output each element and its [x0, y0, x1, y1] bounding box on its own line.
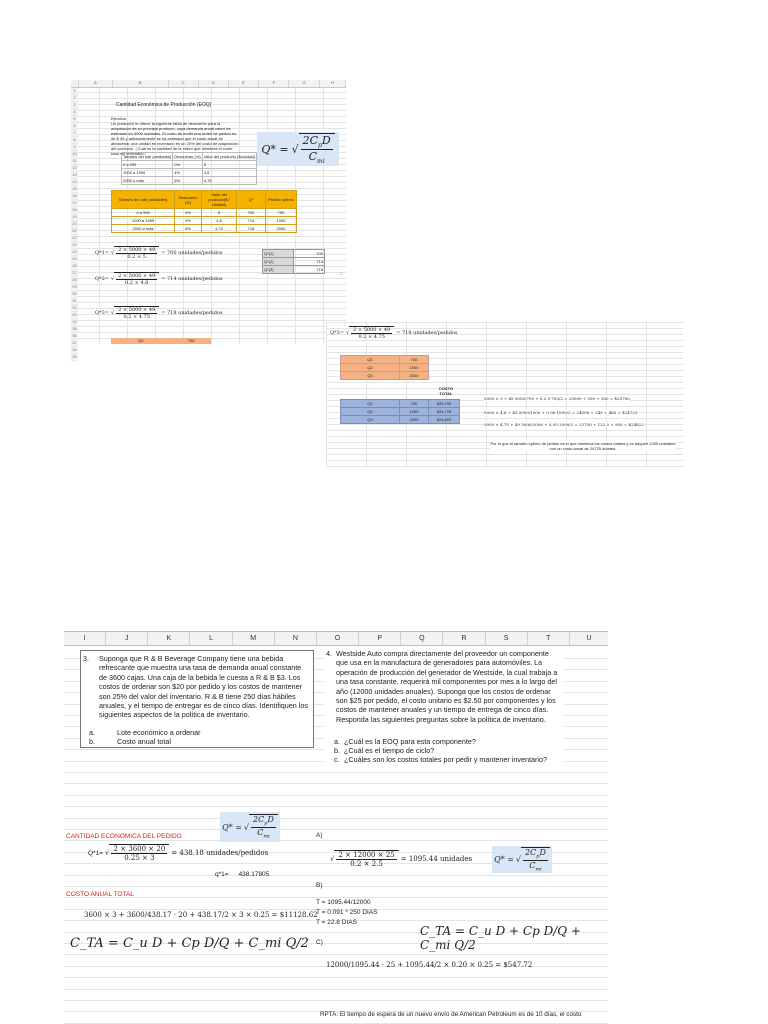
table-cell: 4% — [173, 169, 202, 177]
row-gridline — [64, 840, 608, 841]
table-cell: 2000 a más — [112, 225, 175, 233]
table-cell: 5% — [173, 177, 202, 185]
table-header: Descuento (%) — [175, 191, 202, 209]
cell-value: 438.17805 — [238, 871, 270, 878]
costo-calc: 3600 × 3 + 3600/438.17 · 20 + 438.17/2 × 3 × 0.25 = $11128.62 — [84, 911, 318, 919]
conclusion-text: Por lo que el tamaño óptimo de pedido es el que minimiza los costos totales y es adquirir 1000 unidades con un costo anual de 24725 dólares. — [490, 441, 676, 451]
table-cell: 2000 — [400, 416, 429, 424]
column-header: Q — [401, 632, 443, 645]
cost-formula-2: 5000 × 4.8 + 49 5000/1000 + 0.96·1000/2 = 24000 + 245 + 480 = $24725 — [484, 410, 638, 415]
table-cell: 5 — [202, 161, 256, 169]
column-header: G — [289, 80, 319, 87]
row-numbers — [71, 88, 78, 361]
table-cell: 2000 — [400, 372, 429, 380]
table-cell: $25,700 — [429, 400, 460, 408]
item-marker: a. — [334, 737, 340, 746]
row-number: 14 — [72, 179, 77, 184]
row-number: 6 — [71, 123, 78, 130]
cell-label: q*1= — [215, 871, 229, 878]
spreadsheet-image-2 — [326, 322, 683, 467]
cta-formula-right: C_TA = C_u D + Cp D/Q + C_mi Q/2 — [420, 924, 581, 952]
row-number: 10 — [72, 151, 77, 156]
problem-3-box — [80, 650, 314, 748]
table-cell: 1000 — [400, 364, 429, 372]
q1-cell — [215, 871, 269, 878]
column-header: C — [169, 80, 199, 87]
problem-3-text: Suponga que R & B Beverage Company tiene una bebida refrescante que muestra una tasa de demanda anual constante de 3600 cajas. Una caja de la bebida le cuesta a R & B $3. Los costos de ordenar son $20 por pedido y los costos de mantener son 25% del valor del inventario. R & B tiene 250 días hábiles anuales, y el tiempo de entregar es de cinco días. Identifiquen los siguientes aspectos de la política de inventario. — [99, 654, 308, 720]
b-line-3: T = 22.8 DIAS — [316, 919, 357, 926]
table-header: Valor del producto ($/unidad) — [203, 154, 256, 159]
table-cell: 0% — [173, 161, 202, 169]
row-number: 36 — [72, 333, 77, 338]
table-cell: 4,75 — [202, 225, 237, 233]
table-cell: 4% — [175, 217, 202, 225]
table-cell: Q3 — [341, 416, 400, 424]
cta-formula-left: C_TA = C_u D + Cp D/Q + C_mi Q/2 — [70, 936, 309, 951]
table-cell: 5% — [175, 225, 202, 233]
row-number: 21 — [72, 228, 77, 233]
table-cell: 5 — [202, 209, 237, 217]
calc-denominator: 0.25 × 3 — [124, 854, 155, 862]
calc-denominator: 0.2 × 4.75 — [123, 314, 150, 320]
table-cell: 4,8 — [202, 169, 256, 177]
column-header: P — [359, 632, 401, 645]
calc-label: Q*3= — [95, 310, 109, 316]
column-header-row — [71, 80, 346, 88]
row-number: 17 — [72, 200, 77, 205]
calc-numerator: 2 × 12000 × 25 — [338, 851, 395, 859]
table-cell: 714 — [237, 217, 266, 225]
item-text: Lote económico a ordenar — [117, 728, 201, 737]
problem-4-item-c — [334, 755, 547, 764]
table-header: Descuento (%) — [174, 154, 201, 159]
item-text: ¿Cuáles son los costos totales por pedir y mantener inventario? — [344, 755, 547, 764]
item-text: ¿Cuál es el tiempo de ciclo? — [344, 746, 435, 755]
table-cell: Q*(1) — [263, 250, 294, 258]
item-marker: a. — [89, 728, 95, 737]
table-header: Tamaño de Lote (unidades) — [112, 191, 175, 209]
column-header: K — [148, 632, 190, 645]
calc-label: Q*3= — [330, 330, 344, 336]
calc-denominator: 0.2 × 2.5 — [350, 860, 383, 868]
item-marker: b. — [334, 746, 340, 755]
problem-4-box — [324, 646, 564, 768]
calc-q3-repeat: Q*3= √ $\frac{2 \times 5000 \times 49}{0.2 \times 4.75}$ = 718 unidades/pedidos — [330, 327, 458, 340]
row-number: 38 — [72, 347, 77, 352]
column-header: O — [317, 632, 359, 645]
bottom-row-highlight — [111, 338, 211, 344]
row-number: 9 — [71, 144, 78, 151]
calc-a: √ $\frac{2 \times 12000 \times 25}{0.2 \times 2.5}$ = 1095.44 unidades — [330, 851, 473, 868]
table-cell: 0 a 999 — [112, 209, 175, 217]
calc-result: = 438.18 unidades/pedidos — [171, 849, 269, 857]
row-gridline — [64, 875, 608, 876]
calc-q1: Q*1= √ $\frac{2 \times 5000 \times 49}{0.2 \times 5}$ = 700 unidades/pedidos — [95, 247, 223, 260]
row-number: 32 — [72, 305, 77, 310]
spreadsheet-image-1 — [71, 80, 346, 359]
row-number: 34 — [72, 319, 77, 324]
row-number: 13 — [72, 172, 77, 177]
table-cell: $24,725 — [429, 408, 460, 416]
table-cell: 0% — [175, 209, 202, 217]
eoq-formula-box: Q* = √ $\frac{2C_pD}{C_{mi}}$ — [220, 812, 280, 842]
column-header: A — [79, 80, 113, 87]
row-number: 31 — [72, 298, 77, 303]
rpta-text: RPTA: El tiempo de espera de un nuevo envío de American Petroleum es de 10 días, el costo — [320, 1011, 582, 1018]
cost-formula-1: 5000 × 5 + 49 5000/700 + 0.2·5·700/2 = 25000 + 350 + 350 = $25700 — [484, 396, 630, 401]
row-number: 2 — [71, 95, 78, 102]
table-cell: 1000 — [266, 217, 297, 225]
row-number: 1 — [71, 88, 78, 95]
column-header: B — [113, 80, 169, 87]
table-cell: 1000 — [400, 408, 429, 416]
calc-numerator: 2 × 3600 × 20 — [113, 845, 166, 853]
row-number: 11 — [72, 158, 77, 163]
table-cell: Q1 — [341, 356, 400, 364]
row-number: 27 — [72, 270, 77, 275]
column-header: R — [443, 632, 485, 645]
cantidad-heading: CANTIDAD ECONOMICA DEL PEDIDO — [66, 833, 182, 840]
row-gridline — [64, 783, 608, 784]
table-cell: 718 — [237, 225, 266, 233]
calc-result: = 718 unidades/pedidos — [161, 310, 223, 316]
row-number: 19 — [72, 214, 77, 219]
answer-c-label: C) — [316, 939, 323, 946]
row-number: 18 — [72, 207, 77, 212]
row-number: 29 — [72, 284, 77, 289]
table-cell: 2000 o más — [122, 177, 173, 185]
column-header: H — [320, 80, 346, 87]
q-results-table — [262, 249, 325, 274]
column-header: N — [275, 632, 317, 645]
item-marker: c. — [334, 755, 340, 764]
row-gridline — [64, 954, 608, 955]
table-cell: Q1 — [341, 400, 400, 408]
item-text: ¿Cuál es la EOQ para esta componente? — [344, 737, 476, 746]
table-cell: 4,8 — [202, 217, 237, 225]
row-gridline — [64, 772, 608, 773]
discount-table-main — [111, 190, 297, 233]
column-header: U — [586, 635, 592, 642]
costo-total-header: COSTO TOTAL — [438, 386, 454, 396]
calc-label: Q*1= — [95, 250, 109, 256]
column-header: D — [199, 80, 229, 87]
table-header: Q* — [237, 191, 266, 209]
calc-numerator: 2 × 5000 × 49 — [118, 307, 156, 313]
column-header-row — [64, 631, 608, 646]
calc-denominator: 0.2 × 4.8 — [125, 280, 149, 286]
calc-label: Q*2= — [95, 276, 109, 282]
row-number: 26 — [72, 263, 77, 268]
row-number: 28 — [72, 277, 77, 282]
table-cell: 700 — [237, 209, 266, 217]
problem-3-number: 3. — [83, 654, 89, 663]
column-header: E — [229, 80, 259, 87]
row-gridline — [64, 977, 608, 978]
cost-formula-3: 5000 × 4.75 + 49 5000/2000 + 0.95·2000/2 = 23750 + 122.5 + 950 = $24822 — [484, 422, 644, 427]
discount-table-small — [121, 152, 257, 185]
row-number: 22 — [72, 235, 77, 240]
table-cell: 4,75 — [202, 177, 256, 185]
table-cell: 700 — [187, 338, 195, 343]
row-number: 39 — [72, 354, 77, 359]
row-number: 4 — [71, 109, 78, 116]
column-header: I — [64, 632, 106, 645]
eoq-formula-box-right: Q* = √ $\frac{2C_pD}{C_{mi}}$ — [492, 846, 552, 873]
row-number: 20 — [72, 221, 77, 226]
row-number: 7 — [71, 130, 78, 137]
table-cell: 718 — [294, 266, 325, 274]
table-cell: 0 a 999 — [122, 161, 173, 169]
table-cell: Q*(2) — [263, 258, 294, 266]
problem-4-number: 4. — [326, 649, 332, 658]
table-cell: 700 — [266, 209, 297, 217]
problem-3-item-a — [89, 728, 201, 737]
table-cell: Q1 — [138, 338, 144, 343]
b-line-1: T = 1095.44/12000 — [316, 899, 371, 906]
table-cell: 700 — [400, 400, 429, 408]
row-number: 30 — [72, 291, 77, 296]
row-number: 3 — [71, 102, 78, 109]
calc-result: = 1095.44 unidades — [400, 855, 473, 863]
answer-b-label: B) — [316, 882, 323, 889]
row-gridline — [64, 886, 608, 887]
calc-numerator: 2 × 5000 × 49 — [118, 273, 156, 279]
table-cell: Q2 — [341, 364, 400, 372]
row-gridline — [64, 795, 608, 796]
calc-result: = 714 unidades/pedidos — [161, 276, 223, 282]
row-gridline — [64, 806, 608, 807]
row-number: 24 — [72, 249, 77, 254]
spreadsheet-image-3 — [64, 631, 608, 1024]
problem-4-item-b — [334, 746, 434, 755]
problem-4-item-a — [334, 737, 476, 746]
table-cell: 700 — [294, 250, 325, 258]
table-cell: Q2 — [341, 408, 400, 416]
row-number: 5 — [71, 116, 78, 123]
calc-q2: Q*2= √ $\frac{2 \times 5000 \times 49}{0.2 \times 4.8}$ = 714 unidades/pedidos — [95, 273, 223, 286]
item-text: Costo anual total — [117, 737, 171, 746]
row-number: 15 — [72, 186, 77, 191]
row-number: 12 — [72, 165, 77, 170]
sheet-title: Cantidad Económica de Producción (EOQ) — [116, 102, 212, 108]
table-header: Pedido optimo — [266, 191, 297, 209]
column-header: J — [106, 632, 148, 645]
q-order-table — [340, 355, 429, 380]
row-gridline — [64, 1000, 608, 1001]
row-number: 25 — [72, 256, 77, 261]
table-cell: 714 — [294, 258, 325, 266]
table-cell: 1000 a 1999 — [122, 169, 173, 177]
table-header: Valor del producto($ / Unidad) — [202, 191, 237, 209]
row-number: 23 — [72, 242, 77, 247]
table-cell: $24,822 — [429, 416, 460, 424]
table-cell: 1000 a 1999 — [112, 217, 175, 225]
row-number: 37 — [72, 340, 77, 345]
b-line-2: T = 0.091 * 250 DIAS — [316, 909, 378, 916]
table-cell: 700 — [400, 356, 429, 364]
row-number: 16 — [72, 193, 77, 198]
table-cell: Q3 — [341, 372, 400, 380]
cost-table — [340, 399, 460, 424]
problem-3-item-b — [89, 737, 171, 746]
row-number: 35 — [72, 326, 77, 331]
calc-label: Q*1= — [88, 849, 103, 857]
table-header: Tamaño del lote (unidades) — [123, 154, 172, 159]
column-header: F — [259, 80, 289, 87]
calc-denominator: 0.2 × 5 — [127, 254, 146, 260]
column-header: L — [190, 632, 232, 645]
problem-text: Un productor le ofrece la siguiente tabla de descuento para la adquisición de su principal producto, cuya demanda anual usted ha estimado en 5000 unidades. El costo de emitir una orden de pedido es de $ 49 y adicionalmente se ha estimado que el costo anual de almacenar una unidad en inventario es un 20% del costo de adquisición del producto. ¿Cuál es la cantidad de la orden que minimiza el costo total del inventario? — [111, 121, 239, 156]
table-cell: Q*(3) — [263, 266, 294, 274]
column-header: S — [486, 632, 528, 645]
calc-numerator: 2 × 5000 × 49 — [118, 247, 156, 253]
row-gridline — [64, 818, 608, 819]
problem-4-text: Westside Auto compra directamente del proveedor un componente que usa en la manufactura de generadores para automóviles. La operación de producción del generador de Westside, la cual trabaja a una tasa constante, requerirá mil componentes por mes a lo largo del año (12000 unidades anuales). Suponga que los costos de ordenar son $25 por pedido, el costo unitario es $2.50 por componentes y los costos de mantener anuales y un tiempo de entrega de cinco días. Responda las siguientes preguntas sobre la política de inventario. — [336, 649, 558, 724]
calc-denominator: 0.2 × 4.75 — [358, 334, 385, 340]
costo-heading: COSTO ANUAL TOTAL — [66, 891, 134, 898]
calc-result: = 718 unidades/pedidos — [396, 330, 458, 336]
answer-a-label: A) — [316, 832, 323, 839]
row-number: 8 — [71, 137, 78, 144]
row-gridline — [64, 829, 608, 830]
table-cell: 2000 — [266, 225, 297, 233]
calc-numerator: 2 × 5000 × 49 — [353, 327, 391, 333]
calc-c: 12000/1095.44 · 25 + 1095.44/2 × 0.20 × 0.25 = $547.72 — [326, 961, 533, 969]
ejercicio-label: Ejercicio — [111, 116, 127, 121]
row-number: 33 — [72, 312, 77, 317]
stray-column-letter: C — [340, 271, 343, 276]
eoq-formula-box: Q* = √ $\frac{2C_pD}{C_{mi}}$ — [257, 132, 339, 166]
row-gridline — [64, 989, 608, 990]
item-marker: b. — [89, 737, 95, 746]
calc-q1-problem3: Q*1= √ $\frac{2 \times 3600 \times 20}{0.25 \times 3}$ = 438.18 unidades/pedidos — [88, 845, 269, 862]
calc-q3: Q*3= √ $\frac{2 \times 5000 \times 49}{0.2 \times 4.75}$ = 718 unidades/pedidos — [95, 307, 223, 320]
calc-result: = 700 unidades/pedidos — [161, 250, 223, 256]
column-header: T — [528, 632, 570, 645]
column-header: M — [233, 632, 275, 645]
